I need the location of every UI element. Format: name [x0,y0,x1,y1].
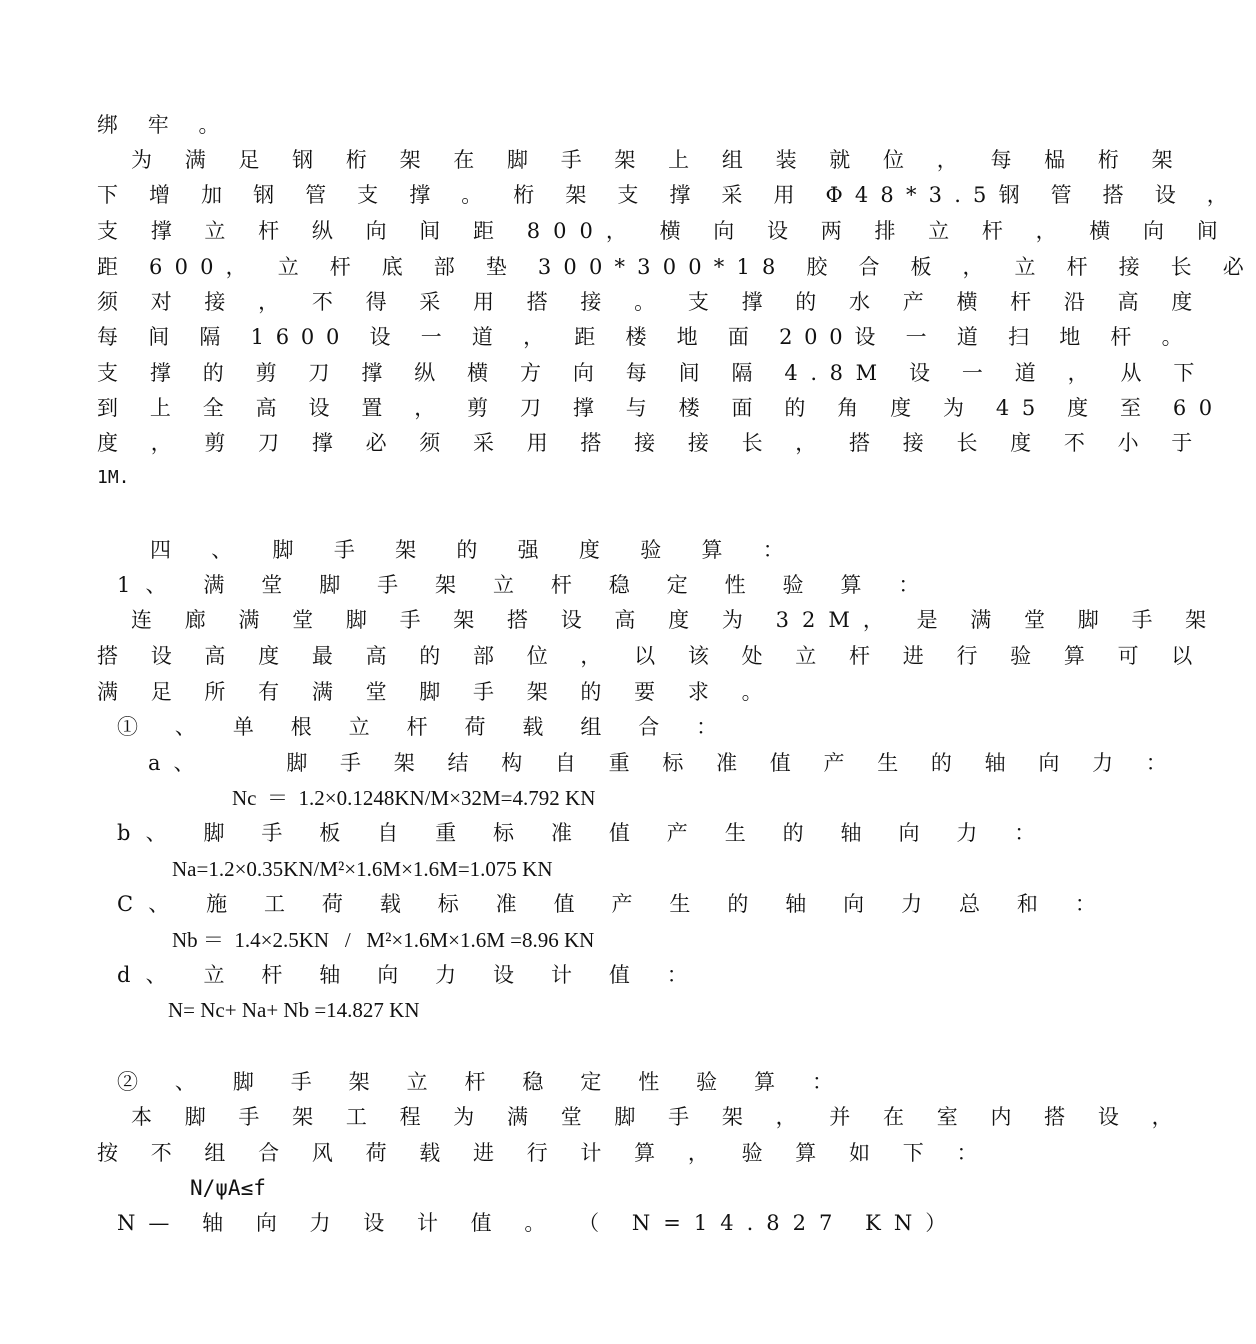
text-line: N— 轴 向 力 设 计 值 。 （ N=14.827 KN） [117,1211,960,1235]
formula: Nc ＝ 1.2×0.1248KN/M×32M=4.792 KN [232,786,596,810]
text-line: 每 间 隔 1600 设 一 道 ， 距 楼 地 面 200设 一 道 扫 地 杆 。 [97,325,1195,349]
text-line: 连 廊 满 堂 脚 手 架 搭 设 高 度 为 32M， 是 满 堂 脚 手 架 [131,608,1220,632]
formula: Nb ＝ 1.4×2.5KN / M²×1.6M×1.6M =8.96 KN [172,928,595,952]
item-line: d、 立 杆 轴 向 力 设 计 值 ： [117,963,703,987]
item-heading: ② 、 脚 手 架 立 杆 稳 定 性 验 算 ： [117,1070,849,1094]
text-line: 度 ， 剪 刀 撑 必 须 采 用 搭 接 接 长 ， 搭 接 长 度 不 小 于 [97,431,1206,455]
text-line: 支 撑 的 剪 刀 撑 纵 横 方 向 每 间 隔 4.8M 设 一 道 ， 从 下 [97,361,1207,385]
text-line: 下 增 加 钢 管 支 撑 。 桁 架 支 撑 采 用 Φ48*3.5钢 管 搭 设 ， [97,183,1240,207]
text-line: 本 脚 手 架 工 程 为 满 堂 脚 手 架 ， 并 在 室 内 搭 设 ， [131,1105,1186,1129]
text-line: 为 满 足 钢 桁 架 在 脚 手 架 上 组 装 就 位 ， 每 榀 桁 架 [131,148,1186,172]
item-line: C、 施 工 荷 载 标 准 值 产 生 的 轴 向 力 总 和 ： [117,892,1111,916]
formula: Na=1.2×0.35KN/M²×1.6M×1.6M=1.075 KN [172,857,553,881]
text-line: 1M. [97,467,130,488]
item-line: b、 脚 手 板 自 重 标 准 值 产 生 的 轴 向 力 ： [117,821,1051,845]
section-heading: 四 、 脚 手 架 的 强 度 验 算 ： [150,538,801,562]
text-line: 支 撑 立 杆 纵 向 间 距 800， 横 向 设 两 排 立 杆 ， 横 向 间 [97,219,1231,243]
text-line: 距 600， 立 杆 底 部 垫 300*300*18 胶 合 板 ， 立 杆 接 长 必 [97,255,1256,279]
text-line: 到 上 全 高 设 置 ， 剪 刀 撑 与 楼 面 的 角 度 为 45 度 至 60 [97,396,1225,420]
text-line: 满 足 所 有 满 堂 脚 手 架 的 要 求 。 [97,680,776,704]
text-line: 按 不 组 合 风 荷 载 进 行 计 算 ， 验 算 如 下 ： [97,1141,991,1165]
subsection-heading: 1、 满 堂 脚 手 架 立 杆 稳 定 性 验 算 ： [117,573,935,597]
formula: N= Nc+ Na+ Nb =14.827 KN [168,998,420,1022]
formula: N/ψA≤f [190,1176,266,1200]
item-line: a、 脚 手 架 结 构 自 重 标 准 值 产 生 的 轴 向 力 ： [148,751,1180,775]
item-heading: ① 、 单 根 立 杆 荷 载 组 合 ： [117,715,733,739]
text-line: 搭 设 高 度 最 高 的 部 位 ， 以 该 处 立 杆 进 行 验 算 可 以 [97,644,1206,668]
text-line: 绑 牢 。 [97,113,232,137]
text-line: 须 对 接 ， 不 得 采 用 搭 接 。 支 撑 的 水 产 横 杆 沿 高 度 [97,290,1206,314]
